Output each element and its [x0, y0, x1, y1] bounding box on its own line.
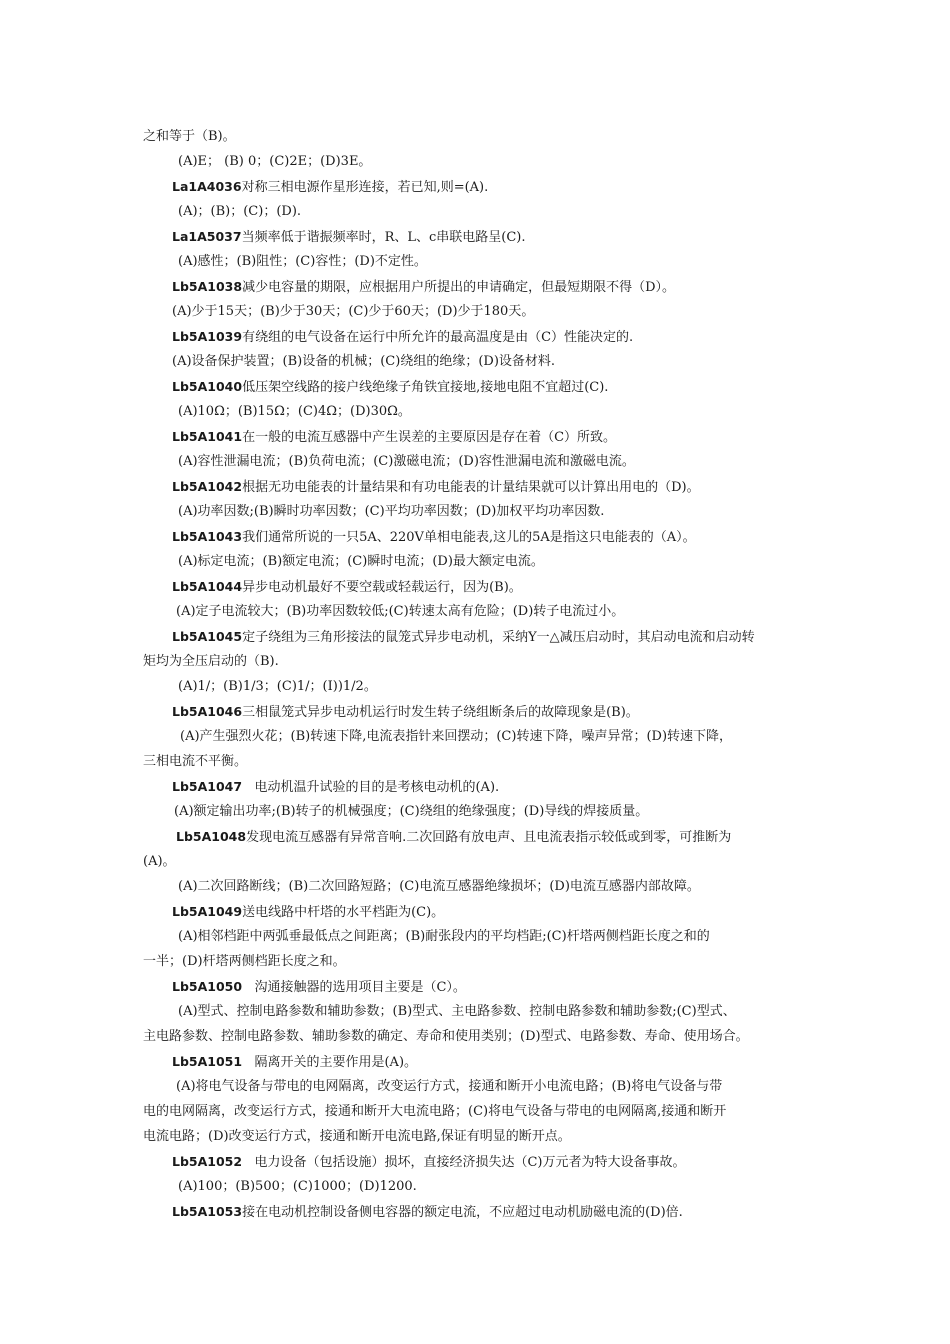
text-line: 矩均为全压启动的（B). [143, 654, 279, 669]
options-line: (A)少于15天；(B)少于30天；(C)少于60天；(D)少于180天。 [172, 304, 535, 319]
question-id: Lb5A1040 [172, 379, 243, 394]
options-line: (A)容性泄漏电流；(B)负荷电流；(C)激磁电流；(D)容性泄漏电流和激磁电流。 [178, 454, 635, 469]
options-line: (A)二次回路断线；(B)二次回路短路；(C)电流互感器绝缘损坏；(D)电流互感器内部故障。 [178, 879, 700, 894]
question-line: Lb5A1053接在电动机控制设备侧电容器的额定电流，不应超过电动机励磁电流的(D)倍. [172, 1204, 683, 1220]
question-id: Lb5A1046 [172, 704, 243, 719]
question-line: Lb5A1040低压架空线路的接户线绝缘子角铁宜接地,接地电阻不宜超过(C). [172, 379, 609, 395]
question-line: Lb5A1044异步电动机最好不要空载或轻载运行，因为(B)。 [172, 579, 522, 595]
question-line: Lb5A1041在一般的电流互感器中产生误差的主要原因是存在着（C）所致。 [172, 429, 617, 445]
question-line: Lb5A1043我们通常所说的一只5A、220V单相电能表,这儿的5A是指这只电能表的（A）。 [172, 529, 696, 545]
question-line: Lb5A1050 沟通接触器的选用项目主要是（C）。 [172, 979, 466, 995]
text-line: 之和等于（B)。 [143, 129, 236, 144]
question-line: La1A4036对称三相电源作星形连接，若已知,则=(A). [172, 179, 489, 195]
text-line: (A)。 [143, 854, 176, 869]
options-line: (A)；(B)；(C)；(D). [178, 204, 302, 219]
options-line: (A)100；(B)500；(C)1000；(D)1200. [178, 1179, 417, 1194]
question-id: Lb5A1042 [172, 479, 243, 494]
question-id: Lb5A1049 [172, 904, 243, 919]
options-line: (A)产生强烈火花；(B)转速下降,电流表指针来回摆动；(C)转速下降，噪声异常；(D)转速下降， [180, 729, 733, 744]
question-line: Lb5A1052 电力设备（包括设施）损坏，直接经济损失达（C)万元者为特大设备事故。 [172, 1154, 686, 1170]
options-line: (A)感性；(B)阻性；(C)容性；(D)不定性。 [178, 254, 427, 269]
question-id: Lb5A1050 [172, 979, 243, 994]
question-id: Lb5A1051 [172, 1054, 243, 1069]
options-line: (A)标定电流；(B)额定电流；(C)瞬时电流；(D)最大额定电流。 [178, 554, 544, 569]
options-line: (A)设备保护装置；(B)设备的机械；(C)绕组的绝缘；(D)设备材料. [172, 354, 556, 369]
options-line: (A)型式、控制电路参数和辅助参数；(B)型式、主电路参数、控制电路参数和辅助参数;(C)型式、 [178, 1004, 736, 1019]
options-line: (A)相邻档距中两弧垂最低点之间距离；(B)耐张段内的平均档距;(C)杆塔两侧档距长度之和的 [178, 929, 710, 944]
question-id: La1A4036 [172, 179, 242, 194]
options-line: (A)E； (B) 0；(C)2E；(D)3E。 [178, 154, 372, 169]
question-id: Lb5A1043 [172, 529, 243, 544]
question-line: Lb5A1045定子绕组为三角形接法的鼠笼式异步电动机，采纳Y一△减压启动时，其启动电流和启动转 [172, 629, 755, 645]
text-line: 三相电流不平衡。 [143, 754, 248, 769]
options-line: (A)1/；(B)1/3；(C)1/；(I))1/2。 [178, 679, 377, 694]
question-id: Lb5A1044 [172, 579, 243, 594]
question-line: Lb5A1046三相鼠笼式异步电动机运行时发生转子绕组断条后的故障现象是(B)。 [172, 704, 639, 720]
text-line: 电流电路；(D)改变运行方式，接通和断开电流电路,保证有明显的断开点。 [143, 1129, 571, 1144]
options-line: (A)额定输出功率;(B)转子的机械强度；(C)绕组的绝缘强度；(D)导线的焊接质量。 [174, 804, 649, 819]
question-id: Lb5A1047 [172, 779, 243, 794]
options-line: (A)将电气设备与带电的电网隔离，改变运行方式，接通和断开小电流电路；(B)将电气设备与带 [176, 1079, 723, 1094]
text-line: 一半；(D)杆塔两侧档距长度之和。 [143, 954, 346, 969]
question-id: Lb5A1041 [172, 429, 243, 444]
question-line: Lb5A1042根据无功电能表的计量结果和有功电能表的计量结果就可以计算出用电的（D)。 [172, 479, 700, 495]
question-line: Lb5A1047 电动机温升试验的目的是考核电动机的(A). [172, 779, 500, 795]
question-id: Lb5A1048 [176, 829, 247, 844]
question-id: La1A5037 [172, 229, 242, 244]
question-id: Lb5A1053 [172, 1204, 243, 1219]
question-id: Lb5A1039 [172, 329, 243, 344]
question-line: La1A5037当频率低于谐振频率时，R、L、c串联电路呈(C). [172, 229, 526, 245]
text-line: 电的电网隔离，改变运行方式，接通和断开大电流电路；(C)将电气设备与带电的电网隔离,接通和断开 [143, 1104, 727, 1119]
question-id: Lb5A1052 [172, 1154, 243, 1169]
options-line: (A)功率因数;(B)瞬时功率因数；(C)平均功率因数；(D)加权平均功率因数. [178, 504, 605, 519]
question-id: Lb5A1038 [172, 279, 243, 294]
text-line: 主电路参数、控制电路参数、辅助参数的确定、寿命和使用类别；(D)型式、电路参数、寿命、使用场合。 [143, 1029, 749, 1044]
question-line: Lb5A1038减少电容量的期限，应根据用户所提出的申请确定，但最短期限不得（D）。 [172, 279, 676, 295]
options-line: (A)10Ω；(B)15Ω；(C)4Ω；(D)30Ω。 [178, 404, 411, 419]
question-line: Lb5A1049送电线路中杆塔的水平档距为(C)。 [172, 904, 445, 920]
options-line: (A)定子电流较大；(B)功率因数较低;(C)转速太高有危险；(D)转子电流过小。 [176, 604, 625, 619]
question-line: Lb5A1039有绕组的电气设备在运行中所允许的最高温度是由（C）性能决定的. [172, 329, 634, 345]
question-line: Lb5A1048发现电流互感器有异常音响.二次回路有放电声、且电流表指示较低或到零，可推断为 [176, 829, 732, 845]
question-line: Lb5A1051 隔离开关的主要作用是(A)。 [172, 1054, 418, 1070]
question-id: Lb5A1045 [172, 629, 243, 644]
